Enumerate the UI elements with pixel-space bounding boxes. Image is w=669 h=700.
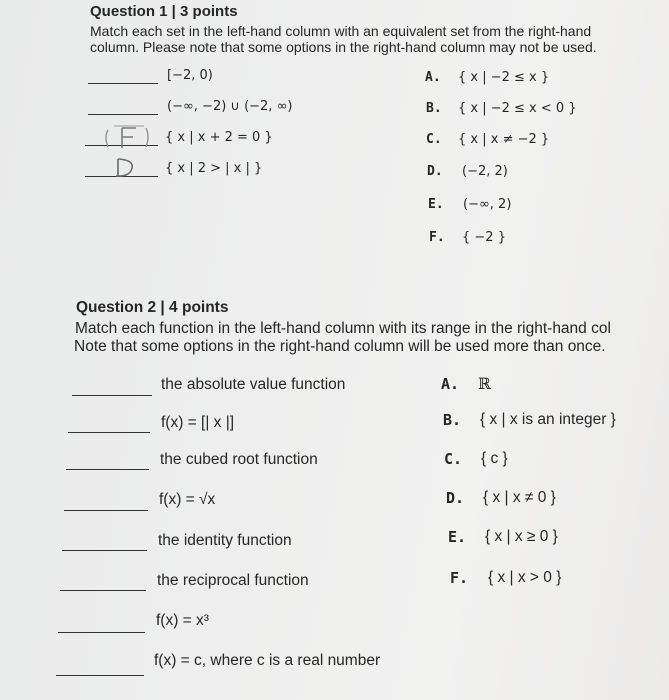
q1-answer-blank-2[interactable] xyxy=(88,114,158,115)
q2-left-item-6: the reciprocal function xyxy=(157,572,309,589)
q1-left-item-4: { x | 2 > | x | } xyxy=(165,161,263,176)
q2-answer-blank-5[interactable] xyxy=(62,550,147,551)
q1-option-a: { x | −2 ≤ x } xyxy=(458,70,550,85)
q1-option-letter-e: E. xyxy=(428,197,444,212)
question-2-instructions-line1: Match each function in the left-hand column with its range in the right-hand col xyxy=(75,320,611,337)
q2-option-letter-c: C. xyxy=(444,450,463,468)
q2-answer-blank-8[interactable] xyxy=(56,675,144,676)
q2-left-item-5: the identity function xyxy=(158,532,292,549)
q2-option-d: { x | x ≠ 0 } xyxy=(483,489,556,506)
q1-left-item-2: (−∞, −2) ∪ (−2, ∞) xyxy=(167,99,293,114)
q1-option-d: (−2, 2) xyxy=(462,164,508,179)
q2-option-letter-e: E. xyxy=(448,528,467,546)
q2-answer-blank-1[interactable] xyxy=(72,395,152,396)
q2-left-item-3: the cubed root function xyxy=(160,451,318,468)
faint-bleed-text xyxy=(2,6,5,17)
q1-option-letter-f: F. xyxy=(429,230,445,245)
q2-option-c: { c } xyxy=(481,450,508,467)
q2-left-item-8: f(x) = c, where c is a real number xyxy=(154,652,381,669)
q2-left-item-4: f(x) = √x xyxy=(159,491,216,508)
question-2-instructions-line2: Note that some options in the right-hand column will be used more than once. xyxy=(74,338,606,355)
q2-option-letter-b: B. xyxy=(443,411,462,429)
q1-option-letter-c: C. xyxy=(426,132,442,147)
q2-left-item-7: f(x) = x³ xyxy=(156,612,209,629)
q2-answer-blank-3[interactable] xyxy=(66,469,149,470)
q2-answer-blank-2[interactable] xyxy=(68,432,150,433)
q1-option-b: { x | −2 ≤ x < 0 } xyxy=(458,101,577,116)
q2-option-f: { x | x > 0 } xyxy=(488,569,562,586)
q1-option-letter-d: D. xyxy=(427,164,443,179)
q2-option-e: { x | x ≥ 0 } xyxy=(485,528,558,545)
q1-left-item-1: [−2, 0) xyxy=(167,68,213,83)
q2-answer-blank-6[interactable] xyxy=(60,590,146,591)
q2-option-a: ℝ xyxy=(478,375,491,393)
q2-left-item-2: f(x) = [| x |] xyxy=(161,414,235,431)
q1-option-f: { −2 } xyxy=(462,230,506,245)
q2-option-letter-a: A. xyxy=(441,375,460,393)
q2-answer-blank-4[interactable] xyxy=(64,510,148,511)
q2-option-letter-f: F. xyxy=(450,569,469,587)
question-2-title: Question 2 | 4 points xyxy=(76,299,229,316)
handwritten-answer-d xyxy=(110,156,150,180)
question-1-title: Question 1 | 3 points xyxy=(90,3,238,20)
q1-option-letter-b: B. xyxy=(426,101,442,116)
q1-option-e: (−∞, 2) xyxy=(463,197,512,212)
q2-answer-blank-7[interactable] xyxy=(58,632,145,633)
q2-option-letter-d: D. xyxy=(446,489,465,507)
q1-answer-blank-1[interactable] xyxy=(88,83,158,84)
q2-left-item-1: the absolute value function xyxy=(161,376,346,393)
q1-option-letter-a: A. xyxy=(425,70,441,85)
q1-option-c: { x | x ≠ −2 } xyxy=(458,132,550,147)
question-1-instructions-line1: Match each set in the left-hand column with an equivalent set from the right-hand xyxy=(90,23,592,39)
handwritten-answer-f xyxy=(100,122,160,152)
q2-option-b: { x | x is an integer } xyxy=(480,411,616,428)
q1-left-item-3: { x | x + 2 = 0 } xyxy=(165,130,273,145)
question-1-instructions-line2: column. Please note that some options in the right-hand column may not be used. xyxy=(90,39,597,55)
